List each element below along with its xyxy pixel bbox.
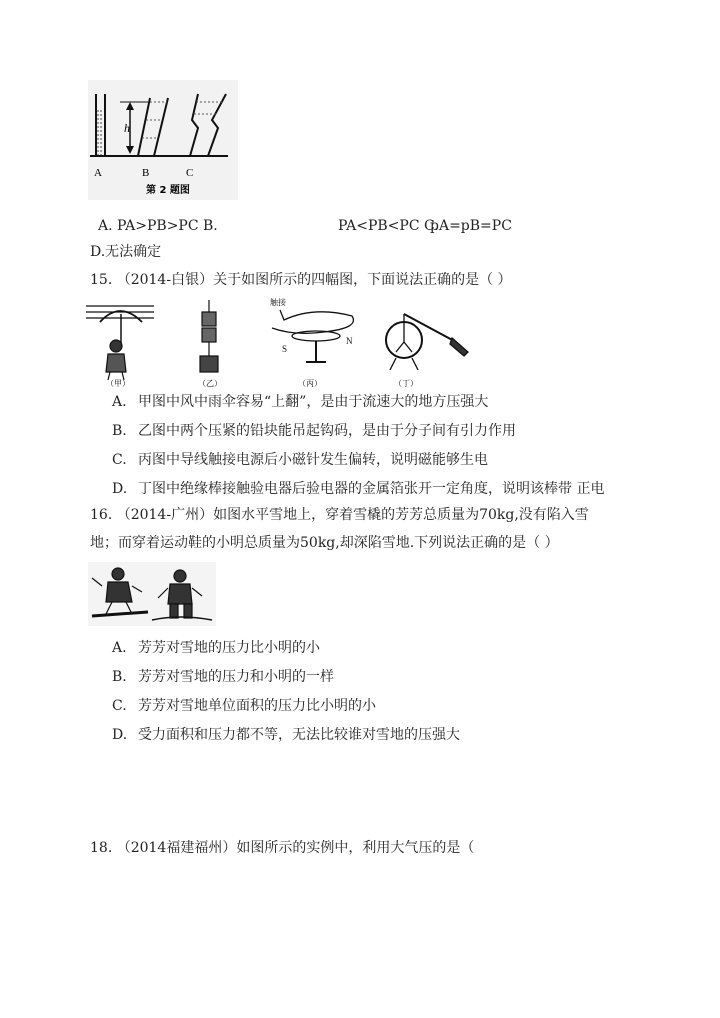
q14-option-a: A. PA>PB>PC B. <box>98 218 218 234</box>
touch-label: 触接 <box>270 298 286 307</box>
q14-option-b: PA<PB<PC C. <box>338 218 439 234</box>
q16-option-d: D. 受力面积和压力都不等，无法比较谁对雪地的压强大 <box>112 727 460 743</box>
svg-text:S: S <box>282 344 288 354</box>
q15-option-c: C. 丙图中导线触接电源后小磁针发生偏转，说明磁能够生电 <box>112 452 488 468</box>
q14-option-c: pA=pB=PC <box>430 218 512 234</box>
label-b: B <box>142 167 150 179</box>
figure-caption: 第 2 题图 <box>146 185 190 196</box>
q16-option-b: B. 芳芳对雪地的压力和小明的一样 <box>112 669 334 685</box>
q16-option-c: C. 芳芳对雪地单位面积的压力比小明的小 <box>112 698 376 714</box>
q15-figures <box>84 296 484 388</box>
caption-bing: （丙） <box>298 379 322 388</box>
q18-stem: 18. （2014福建福州）如图所示的实例中，利用大气压的是（ <box>90 840 475 856</box>
q15-stem: 15. （2014-白银）关于如图所示的四幅图，下面说法正确的是（ ） <box>90 272 512 288</box>
q16-stem-line2: 地；而穿着运动鞋的小明总质量为50kg,却深陷雪地.下列说法正确的是（ ） <box>90 535 559 551</box>
q16-figure <box>88 562 216 626</box>
q14-figure <box>88 80 238 200</box>
label-c: C <box>186 167 194 179</box>
h-label: h <box>124 121 130 135</box>
svg-text:N: N <box>346 336 353 346</box>
q16-option-a: A. 芳芳对雪地的压力比小明的小 <box>112 640 320 656</box>
q15-option-a: A. 甲图中风中雨伞容易“上翻”，是由于流速大的地方压强大 <box>112 394 489 410</box>
caption-jia: （甲） <box>106 379 130 388</box>
q16-stem-line1: 16. （2014-广州）如图水平雪地上，穿着雪橇的芳芳总质量为70kg,没有陷入雪 <box>90 507 589 523</box>
q14-option-d: D.无法确定 <box>90 244 162 260</box>
q15-option-b: B. 乙图中两个压紧的铅块能吊起钩码，是由于分子间有引力作用 <box>112 423 516 439</box>
q15-option-d: D. 丁图中绝缘棒接触验电器后验电器的金属箔张开一定角度，说明该棒带 正电 <box>112 481 605 497</box>
label-a: A <box>94 167 102 179</box>
caption-yi: （乙） <box>198 379 222 388</box>
caption-ding: （丁） <box>394 379 418 388</box>
